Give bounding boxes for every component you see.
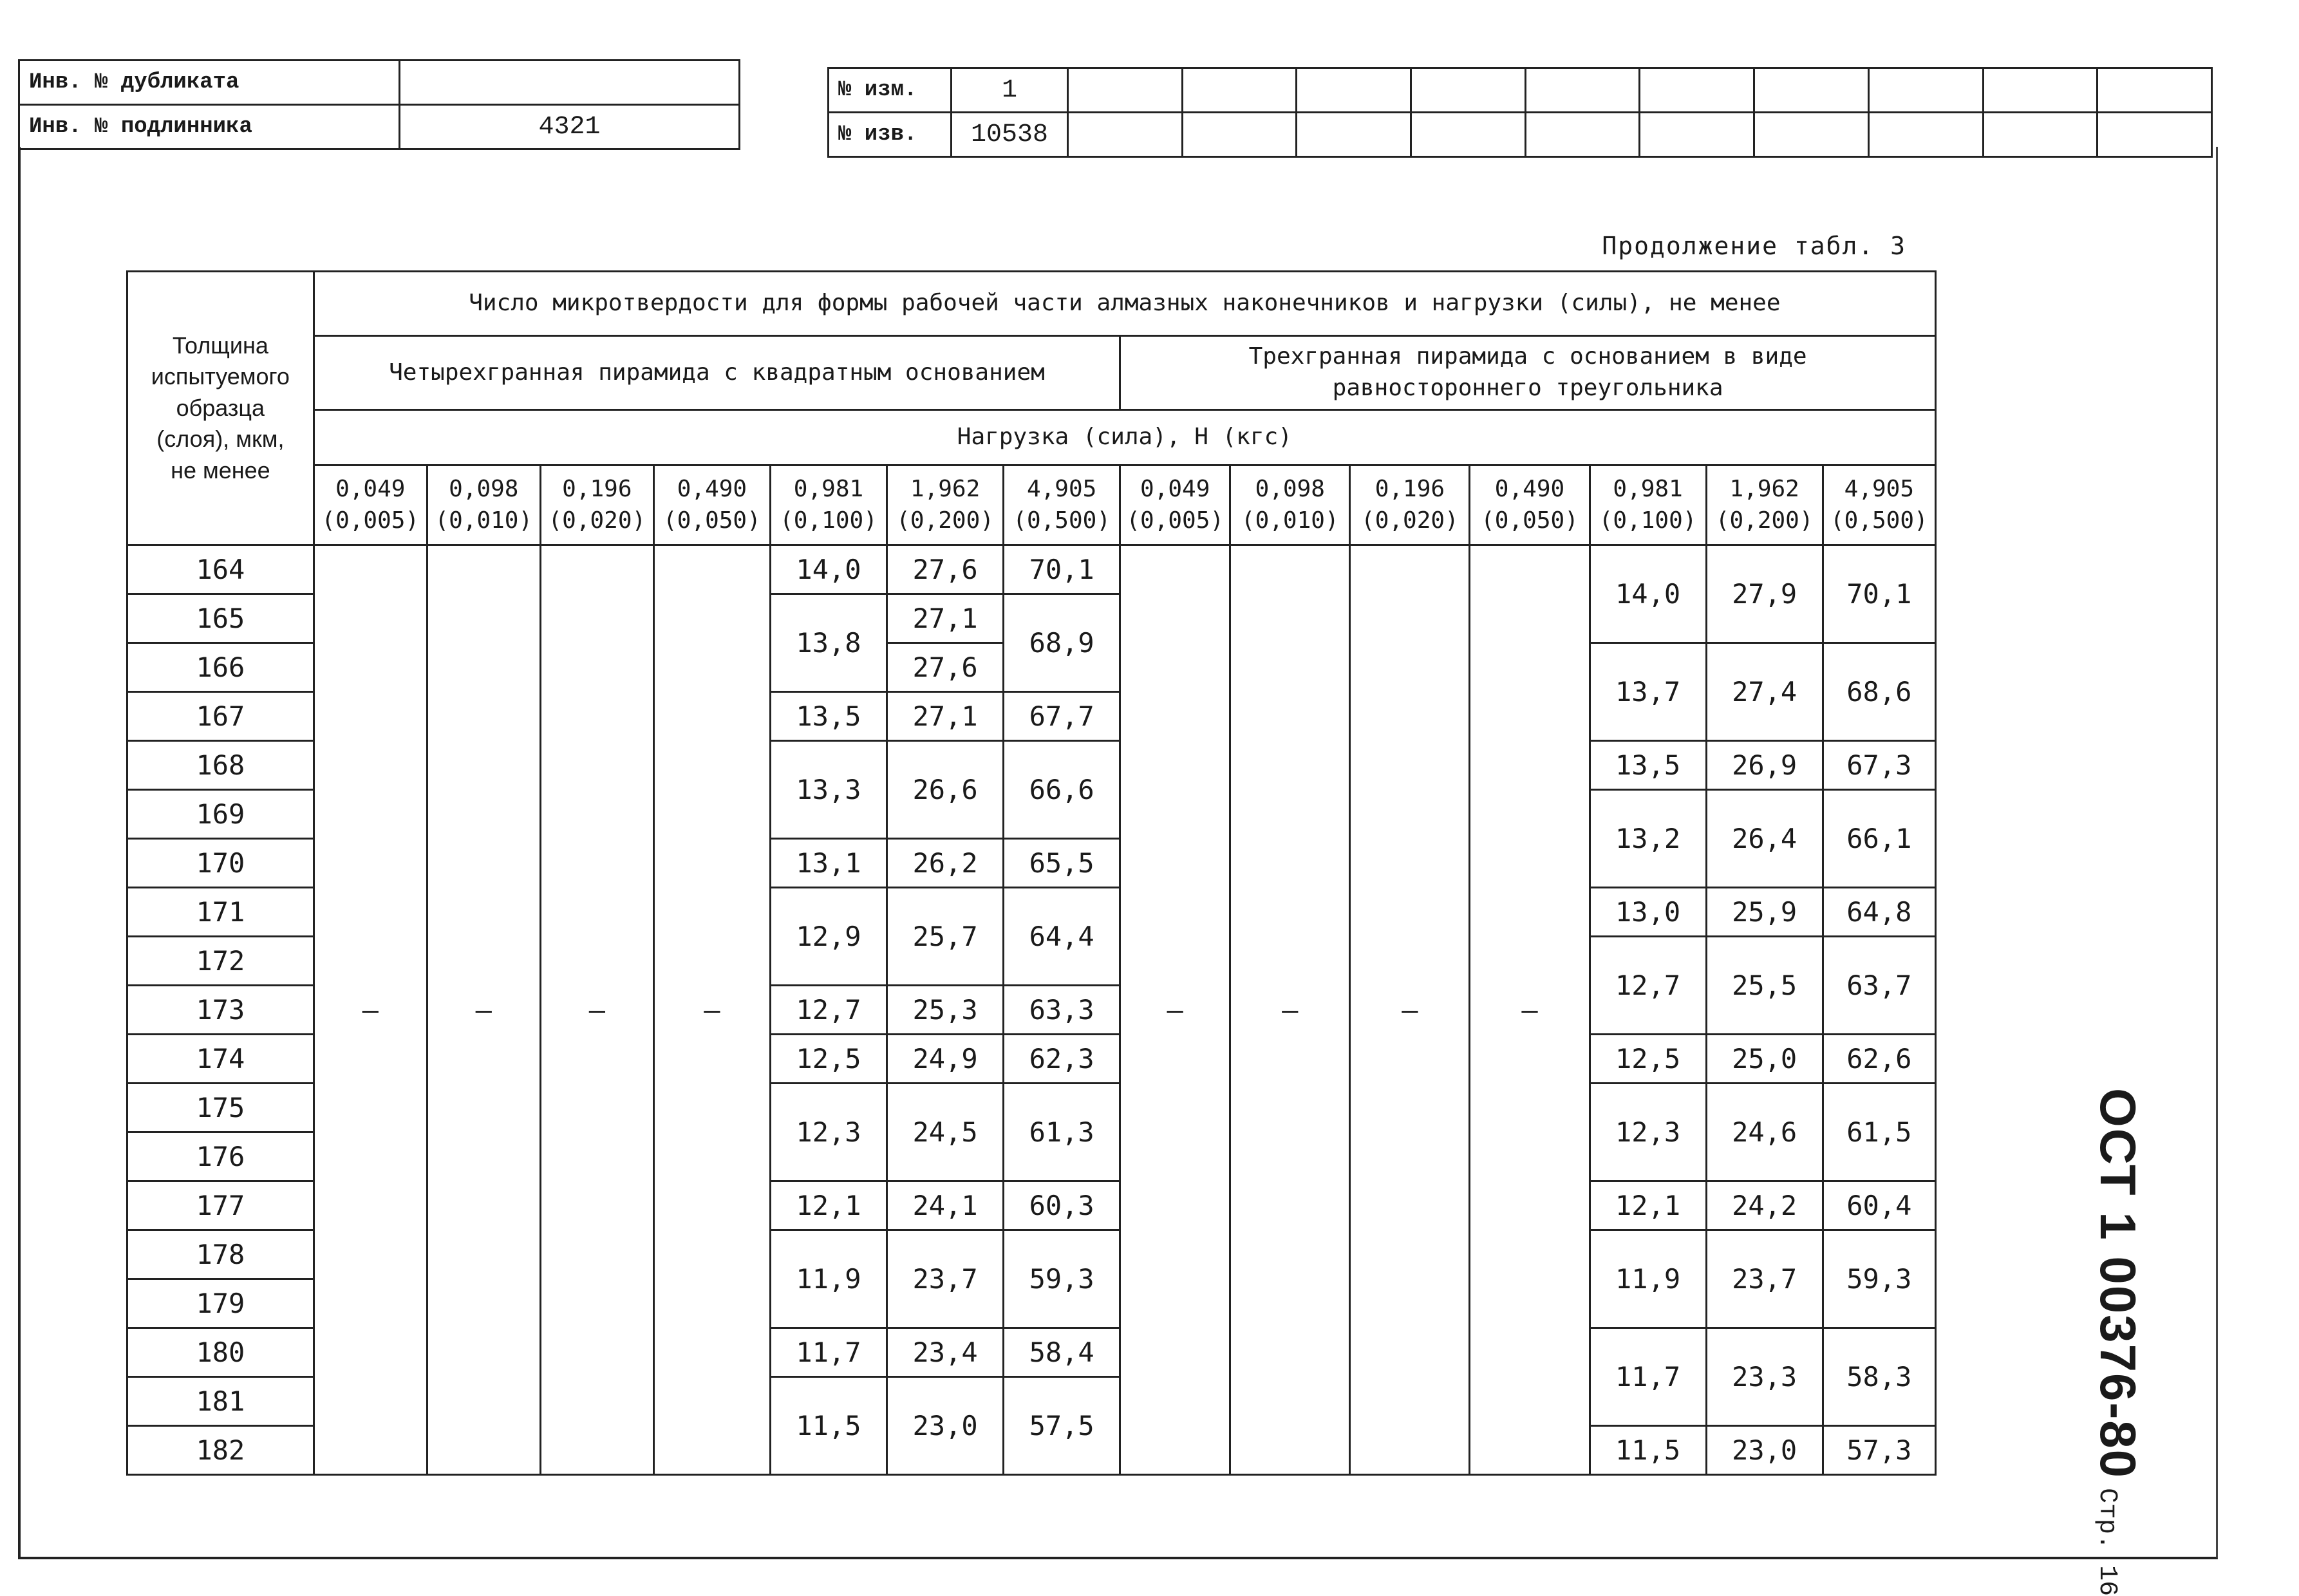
value-cell: 25,7: [887, 888, 1004, 986]
value-cell: 62,6: [1823, 1035, 1935, 1084]
stamp-cell: [1868, 113, 1983, 157]
load-newtons: 4,905: [1026, 475, 1097, 502]
table-continuation-caption: Продолжение табл. 3: [1602, 232, 1906, 260]
load-value-header: [540, 465, 653, 545]
value-cell: 27,1: [887, 692, 1004, 741]
load-kgf: (0,200): [896, 507, 994, 534]
inventory-stamp-table: [18, 59, 740, 150]
standard-code-block: [2090, 1088, 2147, 1596]
value-cell: 24,5: [887, 1084, 1004, 1181]
load-kgf: (0,020): [548, 507, 646, 534]
load-value-header: [1470, 465, 1590, 545]
thickness-cell: 167: [127, 692, 314, 741]
value-cell: 13,1: [770, 839, 887, 888]
value-cell: 59,3: [1823, 1230, 1935, 1328]
load-newtons: 0,490: [1494, 475, 1565, 502]
stamp-cell: [1983, 113, 2097, 157]
value-cell: 12,7: [1590, 937, 1706, 1035]
value-cell: 13,7: [1590, 643, 1706, 741]
load-newtons: 4,905: [1844, 475, 1915, 502]
value-cell: 23,0: [1706, 1426, 1823, 1475]
value-cell: 62,3: [1004, 1035, 1120, 1084]
value-cell: 24,2: [1706, 1181, 1823, 1230]
load-value-header: [1590, 465, 1706, 545]
value-cell: 13,5: [770, 692, 887, 741]
value-cell: 25,5: [1706, 937, 1823, 1035]
change-stamp-table: [827, 67, 2213, 158]
value-cell: 13,5: [1590, 741, 1706, 790]
value-cell: 11,5: [1590, 1426, 1706, 1475]
load-newtons: 0,196: [562, 475, 632, 502]
empty-value-cell: –: [540, 545, 653, 1475]
value-cell: 70,1: [1004, 545, 1120, 594]
thickness-cell: 180: [127, 1328, 314, 1377]
thickness-cell: 172: [127, 937, 314, 986]
load-kgf: (0,005): [1126, 507, 1225, 534]
value-cell: 60,4: [1823, 1181, 1935, 1230]
thickness-cell: 179: [127, 1279, 314, 1328]
load-header: Нагрузка (сила), Н (кгс): [314, 410, 1935, 465]
load-value-header: [1706, 465, 1823, 545]
thickness-cell: 177: [127, 1181, 314, 1230]
value-cell: 11,7: [1590, 1328, 1706, 1426]
value-cell: 23,7: [1706, 1230, 1823, 1328]
load-newtons: 0,098: [449, 475, 519, 502]
value-cell: 13,3: [770, 741, 887, 839]
stamp-cell: [2097, 113, 2212, 157]
value-cell: 65,5: [1004, 839, 1120, 888]
load-kgf: (0,005): [321, 507, 420, 534]
thickness-header-line: (слоя), мкм,: [156, 426, 285, 453]
value-cell: 13,0: [1590, 888, 1706, 937]
load-values-row: [127, 465, 1936, 545]
load-value-header: [1823, 465, 1935, 545]
thickness-cell: 181: [127, 1377, 314, 1426]
value-cell: 25,9: [1706, 888, 1823, 937]
value-cell: 27,1: [887, 594, 1004, 643]
empty-value-cell: –: [1230, 545, 1350, 1475]
value-cell: 12,5: [770, 1035, 887, 1084]
original-inv-label: Инв. № подлинника: [19, 105, 400, 149]
value-cell: 25,0: [1706, 1035, 1823, 1084]
value-cell: 11,9: [1590, 1230, 1706, 1328]
value-cell: 67,3: [1823, 741, 1935, 790]
load-kgf: (0,100): [780, 507, 877, 534]
main-header: Число микротвердости для формы рабочей части алмазных наконечников и нагрузки (силы), не менее: [314, 272, 1935, 336]
thickness-cell: 168: [127, 741, 314, 790]
value-cell: 70,1: [1823, 545, 1935, 643]
stamp-cell: [1068, 113, 1183, 157]
load-value-header: [887, 465, 1004, 545]
value-cell: 27,6: [887, 545, 1004, 594]
value-cell: 11,7: [770, 1328, 887, 1377]
load-kgf: (0,050): [663, 507, 761, 534]
load-kgf: (0,200): [1715, 507, 1814, 534]
empty-value-cell: –: [1350, 545, 1470, 1475]
load-value-header: [1230, 465, 1350, 545]
stamp-cell: [1411, 113, 1526, 157]
thickness-cell: 166: [127, 643, 314, 692]
stamp-cell: [1525, 113, 1640, 157]
thickness-cell: 174: [127, 1035, 314, 1084]
microhardness-table: [126, 270, 1937, 1476]
value-cell: 64,4: [1004, 888, 1120, 986]
value-cell: 12,3: [770, 1084, 887, 1181]
value-cell: 57,5: [1004, 1377, 1120, 1475]
value-cell: 57,3: [1823, 1426, 1935, 1475]
load-value-header: [1004, 465, 1120, 545]
load-value-header: [1350, 465, 1470, 545]
thickness-header-line: испытуемого: [151, 363, 290, 390]
value-cell: 12,1: [1590, 1181, 1706, 1230]
original-inv-value: 4321: [400, 105, 740, 149]
value-cell: 12,5: [1590, 1035, 1706, 1084]
load-newtons: 0,049: [1140, 475, 1210, 502]
square-pyramid-header: Четырехгранная пирамида с квадратным основанием: [314, 336, 1120, 410]
value-cell: 12,9: [770, 888, 887, 986]
triangular-pyramid-header-line: Трехгранная пирамида с основанием в виде: [1248, 343, 1807, 370]
value-cell: 23,0: [887, 1377, 1004, 1475]
stamp-cell: [1525, 68, 1640, 113]
value-cell: 26,9: [1706, 741, 1823, 790]
value-cell: 66,6: [1004, 741, 1120, 839]
value-cell: 60,3: [1004, 1181, 1120, 1230]
value-cell: 12,3: [1590, 1084, 1706, 1181]
value-cell: 68,6: [1823, 643, 1935, 741]
value-cell: 27,6: [887, 643, 1004, 692]
stamp-cell: [1297, 113, 1411, 157]
value-cell: 11,9: [770, 1230, 887, 1328]
value-cell: 63,3: [1004, 986, 1120, 1035]
value-cell: 61,5: [1823, 1084, 1935, 1181]
value-cell: 67,7: [1004, 692, 1120, 741]
stamp-cell: [1182, 68, 1297, 113]
empty-value-cell: –: [1470, 545, 1590, 1475]
value-cell: 63,7: [1823, 937, 1935, 1035]
table-row: [127, 545, 1936, 594]
stamp-cell: [1640, 68, 1754, 113]
value-cell: 14,0: [1590, 545, 1706, 643]
value-cell: 12,1: [770, 1181, 887, 1230]
value-cell: 24,6: [1706, 1084, 1823, 1181]
value-cell: 59,3: [1004, 1230, 1120, 1328]
value-cell: 12,7: [770, 986, 887, 1035]
value-cell: 26,4: [1706, 790, 1823, 888]
value-cell: 68,9: [1004, 594, 1120, 692]
value-cell: 25,3: [887, 986, 1004, 1035]
load-value-header: [1120, 465, 1230, 545]
load-newtons: 0,490: [677, 475, 747, 502]
thickness-cell: 176: [127, 1132, 314, 1181]
thickness-header: [127, 272, 314, 545]
stamp-cell: [1754, 68, 1869, 113]
load-value-header: [314, 465, 427, 545]
load-kgf: (0,010): [435, 507, 533, 534]
value-cell: 24,1: [887, 1181, 1004, 1230]
load-kgf: (0,050): [1481, 507, 1579, 534]
value-cell: 64,8: [1823, 888, 1935, 937]
load-kgf: (0,020): [1361, 507, 1459, 534]
thickness-cell: 165: [127, 594, 314, 643]
standard-code: ОСТ 1 00376-80: [2090, 1088, 2146, 1479]
empty-value-cell: –: [314, 545, 427, 1475]
stamp-cell: [1068, 68, 1183, 113]
value-cell: 11,5: [770, 1377, 887, 1475]
value-cell: 13,8: [770, 594, 887, 692]
value-cell: 23,3: [1706, 1328, 1823, 1426]
stamp-cell: [1297, 68, 1411, 113]
load-value-header: [653, 465, 770, 545]
stamp-cell: [1182, 113, 1297, 157]
load-kgf: (0,100): [1599, 507, 1697, 534]
stamp-cell: [1868, 68, 1983, 113]
page-number: Стр. 16: [2092, 1488, 2121, 1596]
triangular-pyramid-header-line: равностороннего треугольника: [1332, 375, 1723, 401]
load-newtons: 1,962: [1729, 475, 1799, 502]
thickness-cell: 173: [127, 986, 314, 1035]
thickness-header-line: Толщина: [172, 332, 268, 359]
value-cell: 66,1: [1823, 790, 1935, 888]
stamp-cell: [1640, 113, 1754, 157]
thickness-header-line: образца: [176, 394, 265, 421]
duplicate-inv-label: Инв. № дубликата: [19, 61, 400, 105]
notice-number-label: № изв.: [829, 113, 952, 157]
load-value-header: [427, 465, 540, 545]
empty-value-cell: –: [427, 545, 540, 1475]
load-value-header: [770, 465, 887, 545]
value-cell: 27,4: [1706, 643, 1823, 741]
triangular-pyramid-header: [1120, 336, 1936, 410]
load-newtons: 0,098: [1255, 475, 1325, 502]
thickness-cell: 169: [127, 790, 314, 839]
stamp-cell: [1754, 113, 1869, 157]
stamp-cell: [2097, 68, 2212, 113]
value-cell: 26,6: [887, 741, 1004, 839]
change-number-label: № изм.: [829, 68, 952, 113]
thickness-cell: 182: [127, 1426, 314, 1475]
stamp-cell: [1411, 68, 1526, 113]
value-cell: 58,4: [1004, 1328, 1120, 1377]
value-cell: 58,3: [1823, 1328, 1935, 1426]
value-cell: 24,9: [887, 1035, 1004, 1084]
load-kgf: (0,500): [1830, 507, 1928, 534]
empty-value-cell: –: [653, 545, 770, 1475]
load-kgf: (0,500): [1013, 507, 1111, 534]
stamp-cell: [1983, 68, 2097, 113]
thickness-cell: 175: [127, 1084, 314, 1132]
load-newtons: 0,981: [1613, 475, 1683, 502]
duplicate-inv-value: [400, 61, 740, 105]
load-newtons: 0,049: [335, 475, 406, 502]
value-cell: 26,2: [887, 839, 1004, 888]
empty-value-cell: –: [1120, 545, 1230, 1475]
value-cell: 13,2: [1590, 790, 1706, 888]
thickness-cell: 170: [127, 839, 314, 888]
thickness-cell: 164: [127, 545, 314, 594]
value-cell: 61,3: [1004, 1084, 1120, 1181]
load-newtons: 1,962: [910, 475, 981, 502]
load-newtons: 0,981: [793, 475, 864, 502]
load-newtons: 0,196: [1375, 475, 1445, 502]
value-cell: 23,7: [887, 1230, 1004, 1328]
thickness-cell: 178: [127, 1230, 314, 1279]
load-kgf: (0,010): [1241, 507, 1339, 534]
thickness-cell: 171: [127, 888, 314, 937]
value-cell: 14,0: [770, 545, 887, 594]
notice-number-value: 10538: [952, 113, 1068, 157]
change-number-value: 1: [952, 68, 1068, 113]
value-cell: 23,4: [887, 1328, 1004, 1377]
value-cell: 27,9: [1706, 545, 1823, 643]
thickness-header-line: не менее: [171, 456, 270, 483]
